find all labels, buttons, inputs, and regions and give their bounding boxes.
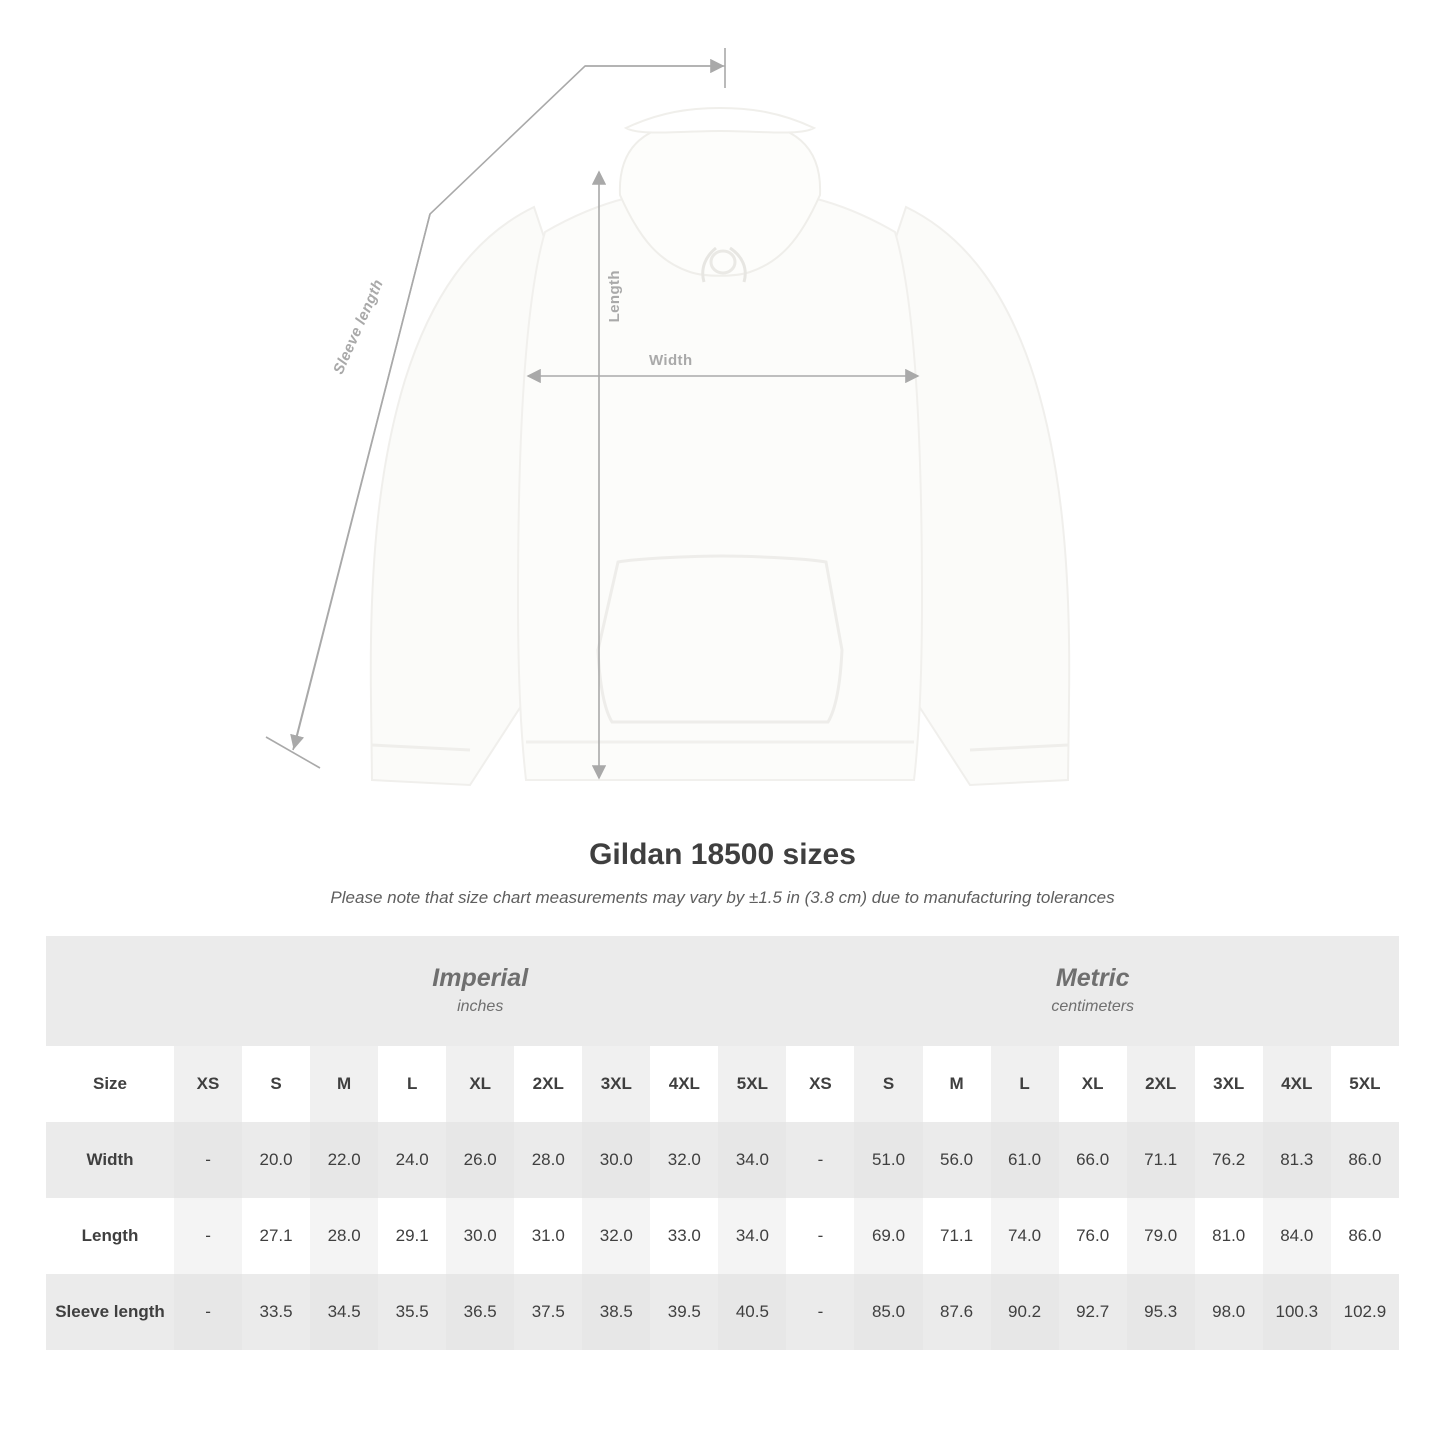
header-imp-m: M [310, 1046, 378, 1122]
cell-sleeve-imp-s: 33.5 [242, 1274, 310, 1350]
cell-width-imp-s: 20.0 [242, 1122, 310, 1198]
cell-length-imp-s: 27.1 [242, 1198, 310, 1274]
cell-width-imp-l: 24.0 [378, 1122, 446, 1198]
cell-width-met-5xl: 86.0 [1331, 1122, 1399, 1198]
unit-metric-name: Metric [1055, 963, 1130, 992]
unit-imperial [174, 936, 786, 1046]
cell-length-met-3xl: 81.0 [1195, 1198, 1263, 1274]
cell-sleeve-met-m: 87.6 [923, 1274, 991, 1350]
cell-length-met-5xl: 86.0 [1331, 1198, 1399, 1274]
hoodie-shape [371, 108, 1069, 785]
cell-sleeve-imp-4xl: 39.5 [650, 1274, 718, 1350]
row-label-length: Length [46, 1198, 174, 1274]
cell-sleeve-met-2xl: 95.3 [1127, 1274, 1195, 1350]
cell-width-met-xs: - [786, 1122, 854, 1198]
unit-metric-sub: centimeters [1051, 997, 1135, 1015]
cell-length-imp-l: 29.1 [378, 1198, 446, 1274]
cell-length-imp-4xl: 33.0 [650, 1198, 718, 1274]
header-met-3xl: 3XL [1195, 1046, 1263, 1122]
table-row-width [46, 1122, 1399, 1198]
cell-length-met-2xl: 79.0 [1127, 1198, 1195, 1274]
row-label-sleeve-length: Sleeve length [46, 1274, 174, 1350]
row-label-width: Width [46, 1122, 174, 1198]
cell-length-imp-2xl: 31.0 [514, 1198, 582, 1274]
cell-sleeve-imp-3xl: 38.5 [582, 1274, 650, 1350]
header-met-4xl: 4XL [1263, 1046, 1331, 1122]
corner-label: Size [46, 1046, 174, 1122]
cell-length-met-xs: - [786, 1198, 854, 1274]
unit-metric [786, 936, 1399, 1046]
sleeve-length-label: Sleeve length [330, 276, 387, 377]
length-label: Length [606, 270, 623, 323]
cell-length-imp-3xl: 32.0 [582, 1198, 650, 1274]
size-table [46, 936, 1399, 1350]
unit-imperial-name: Imperial [432, 963, 529, 992]
cell-sleeve-met-5xl: 102.9 [1331, 1274, 1399, 1350]
cell-width-imp-4xl: 32.0 [650, 1122, 718, 1198]
header-met-2xl: 2XL [1127, 1046, 1195, 1122]
table-row-length [46, 1198, 1399, 1274]
cell-width-met-s: 51.0 [854, 1122, 922, 1198]
header-imp-xl: XL [446, 1046, 514, 1122]
cell-sleeve-imp-m: 34.5 [310, 1274, 378, 1350]
header-met-xl: XL [1059, 1046, 1127, 1122]
cell-length-imp-xl: 30.0 [446, 1198, 514, 1274]
unit-imperial-sub: inches [457, 997, 504, 1015]
cell-width-met-l: 61.0 [991, 1122, 1059, 1198]
header-met-xs: XS [786, 1046, 854, 1122]
cell-length-met-l: 74.0 [991, 1198, 1059, 1274]
tolerance-note: Please note that size chart measurements may vary by ±1.5 in (3.8 cm) due to manufacturing tolerances [330, 888, 1115, 907]
cell-width-imp-m: 22.0 [310, 1122, 378, 1198]
header-imp-2xl: 2XL [514, 1046, 582, 1122]
size-header-row [46, 1046, 1399, 1122]
title-block [0, 838, 1445, 908]
cell-width-imp-xs: - [174, 1122, 242, 1198]
cell-width-imp-xl: 26.0 [446, 1122, 514, 1198]
header-imp-5xl: 5XL [718, 1046, 786, 1122]
cell-width-met-2xl: 71.1 [1127, 1122, 1195, 1198]
header-imp-l: L [378, 1046, 446, 1122]
header-imp-xs: XS [174, 1046, 242, 1122]
cell-length-imp-5xl: 34.0 [718, 1198, 786, 1274]
header-imp-4xl: 4XL [650, 1046, 718, 1122]
header-met-l: L [991, 1046, 1059, 1122]
cell-sleeve-met-l: 90.2 [991, 1274, 1059, 1350]
header-met-5xl: 5XL [1331, 1046, 1399, 1122]
cell-width-met-m: 56.0 [923, 1122, 991, 1198]
cell-length-met-m: 71.1 [923, 1198, 991, 1274]
cell-length-met-s: 69.0 [854, 1198, 922, 1274]
header-met-m: M [923, 1046, 991, 1122]
header-met-s: S [854, 1046, 922, 1122]
cell-sleeve-imp-5xl: 40.5 [718, 1274, 786, 1350]
cell-width-met-xl: 66.0 [1059, 1122, 1127, 1198]
cell-sleeve-met-3xl: 98.0 [1195, 1274, 1263, 1350]
header-imp-s: S [242, 1046, 310, 1122]
cell-width-imp-5xl: 34.0 [718, 1122, 786, 1198]
table-row-sleeve-length [46, 1274, 1399, 1350]
page-title: Gildan 18500 sizes [589, 838, 856, 871]
cell-sleeve-met-s: 85.0 [854, 1274, 922, 1350]
cell-sleeve-imp-2xl: 37.5 [514, 1274, 582, 1350]
cell-sleeve-met-4xl: 100.3 [1263, 1274, 1331, 1350]
unit-header-spacer [46, 936, 174, 1046]
cell-sleeve-imp-xs: - [174, 1274, 242, 1350]
cell-sleeve-imp-l: 35.5 [378, 1274, 446, 1350]
header-imp-3xl: 3XL [582, 1046, 650, 1122]
cell-width-met-3xl: 76.2 [1195, 1122, 1263, 1198]
width-label: Width [649, 352, 693, 369]
unit-header-row [46, 936, 1399, 1046]
cell-sleeve-met-xs: - [786, 1274, 854, 1350]
cell-sleeve-imp-xl: 36.5 [446, 1274, 514, 1350]
cell-length-imp-m: 28.0 [310, 1198, 378, 1274]
cell-length-met-xl: 76.0 [1059, 1198, 1127, 1274]
cell-width-imp-2xl: 28.0 [514, 1122, 582, 1198]
cell-width-imp-3xl: 30.0 [582, 1122, 650, 1198]
size-table-wrapper [46, 936, 1399, 1350]
cell-width-met-4xl: 81.3 [1263, 1122, 1331, 1198]
cell-length-imp-xs: - [174, 1198, 242, 1274]
cell-length-met-4xl: 84.0 [1263, 1198, 1331, 1274]
cell-sleeve-met-xl: 92.7 [1059, 1274, 1127, 1350]
